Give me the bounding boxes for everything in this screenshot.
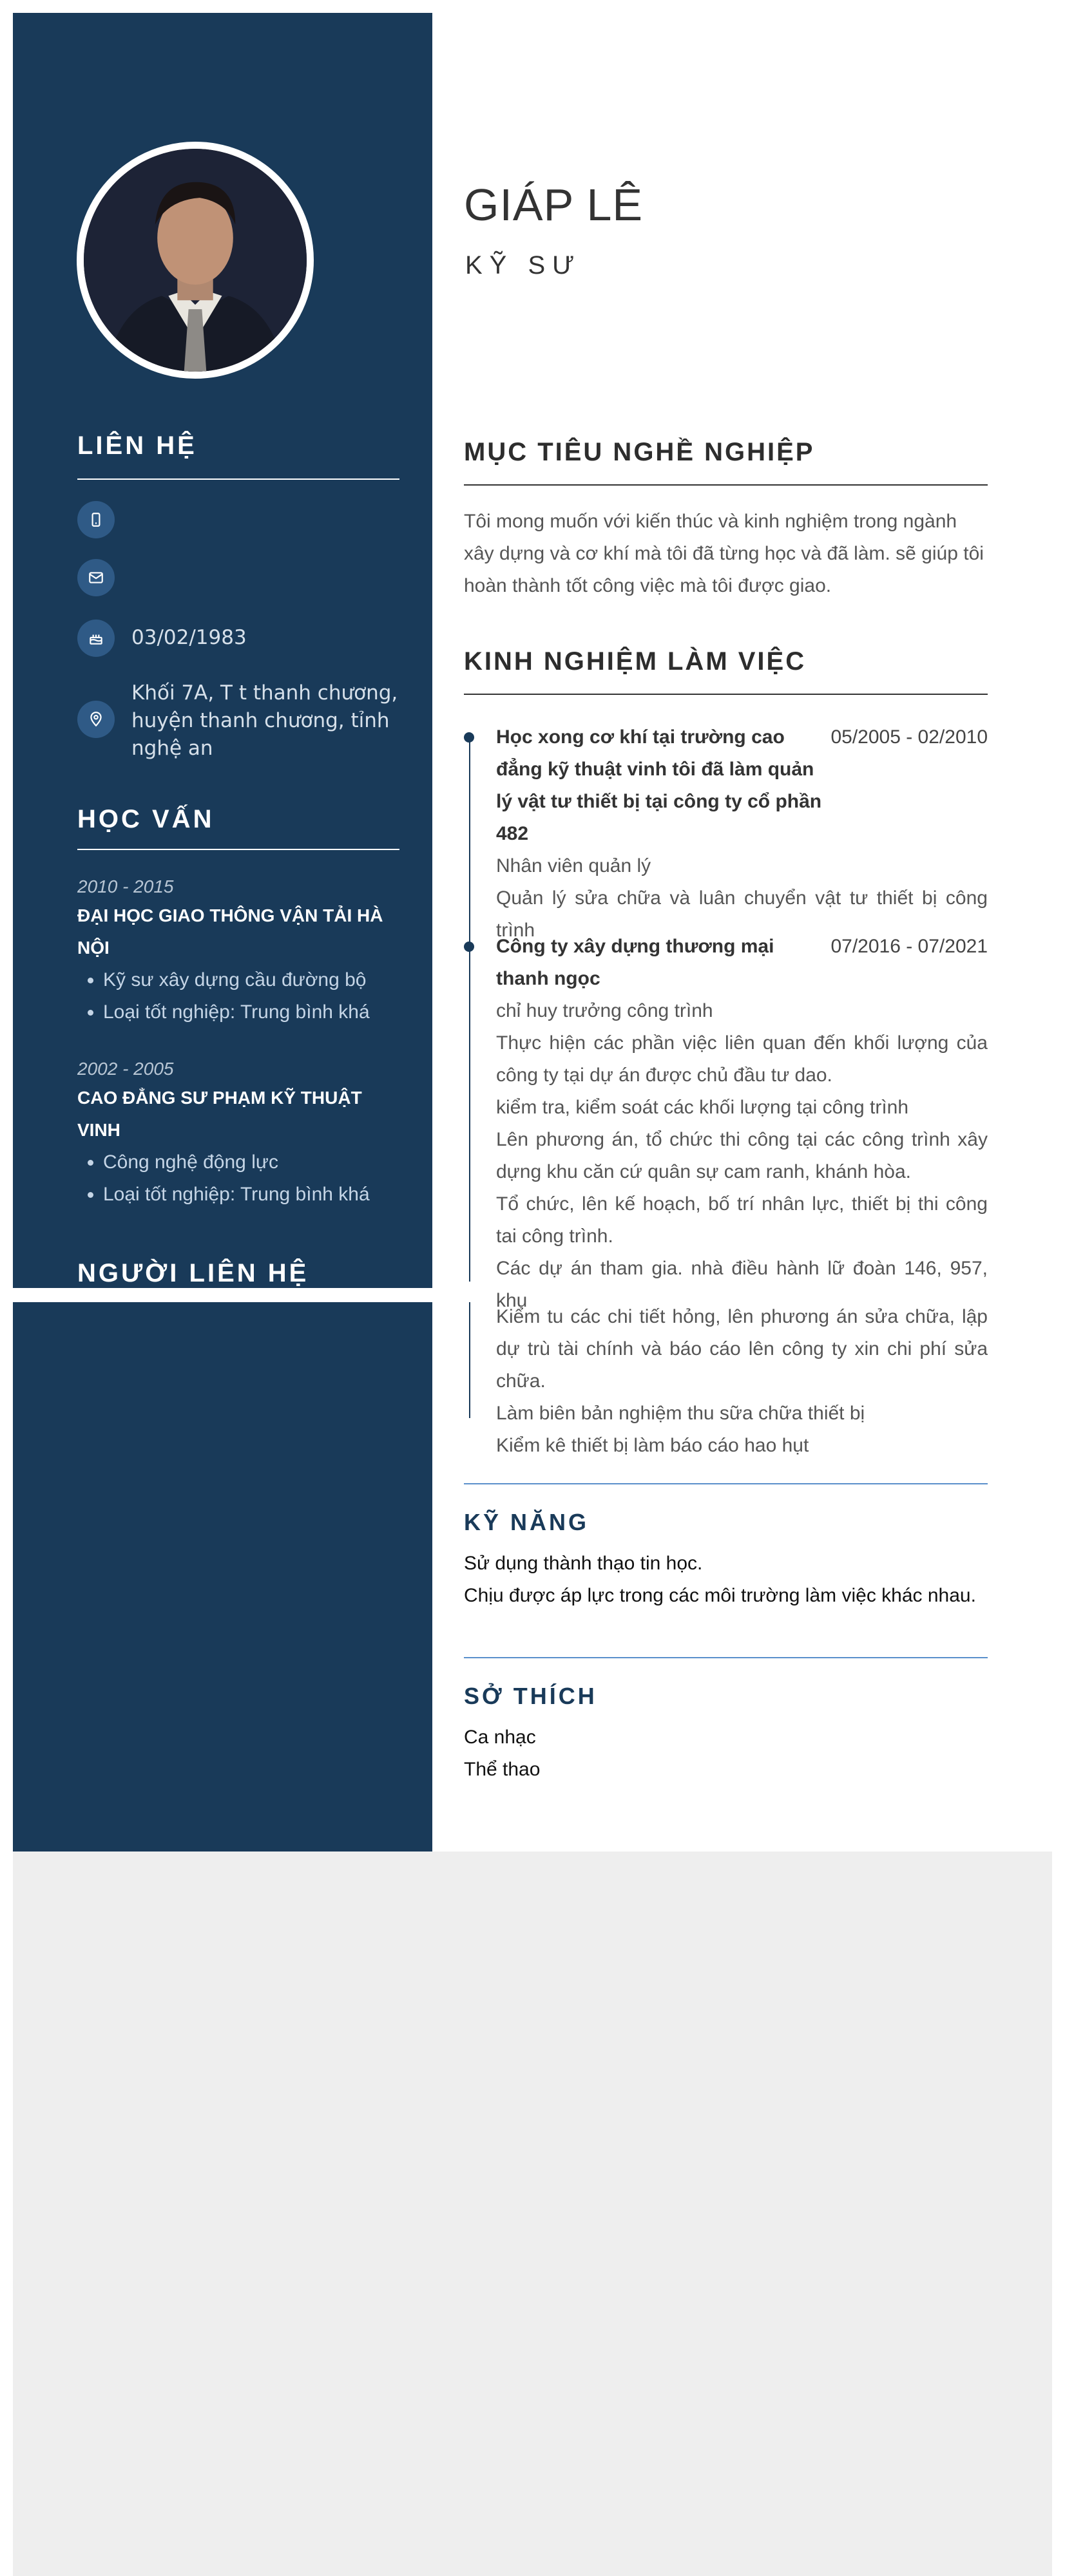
contact-birthday [77,620,408,657]
contact-divider [77,478,399,480]
experience-item-body-continued [496,1301,988,1462]
experience-line: Tổ chức, lên kế hoạch, bố trí nhân lực, thiết bị thi công tai công trình. [496,1193,988,1247]
education-section-title: HỌC VẤN [77,805,215,833]
education-item [77,1056,399,1211]
job-title: KỸ SƯ [465,251,582,279]
experience-company: Công ty xây dựng thương mại thanh ngọc [496,936,774,989]
experience-dates: 07/2016 - 07/2021 [830,936,988,957]
timeline-dot [464,732,474,743]
hobbies-section-title: SỞ THÍCH [464,1683,597,1709]
education-details [77,964,399,1028]
experience-line: kiểm tra, kiểm soát các khối lượng tại công trình [496,1097,909,1118]
experience-item-header [496,931,988,995]
objective-section-title: MỤC TIÊU NGHỀ NGHIỆP [464,438,815,466]
contact-section-title: LIÊN HỆ [77,431,197,460]
contact-address [77,679,408,762]
timeline-dot [464,942,474,952]
education-years: 2010 - 2015 [77,876,174,896]
experience-position: Nhân viên quản lý [496,855,651,876]
experience-divider [464,694,988,695]
experience-line: Lên phương án, tổ chức thi công tại các công trình xây dựng khu căn cứ quân sự cam ranh, khánh hòa. [496,1129,988,1182]
timeline-line [469,737,470,1282]
education-detail: • Loại tốt nghiệp: Trung bình khá [103,996,399,1028]
objective-text: Tôi mong muốn với kiến thúc và kinh nghiệm trong ngành xây dựng và cơ khí mà tôi đã từng học và đã làm. sẽ giúp tôi hoàn thành tốt công việc mà tôi được giao. [464,511,984,596]
education-item [77,874,399,1028]
experience-item-header [496,721,988,850]
education-years: 2002 - 2005 [77,1059,174,1079]
education-detail: • Loại tốt nghiệp: Trung bình khá [103,1179,399,1211]
hobby-item: Thể thao [464,1759,541,1780]
page-background [13,1852,1052,2576]
education-divider [77,849,399,850]
skills-list [464,1548,988,1612]
experience-line: Các dự án tham gia. nhà điều hành lữ đoàn 146, 957, khu [496,1258,988,1311]
education-school: ĐẠI HỌC GIAO THÔNG VẬN TẢI HÀ NỘI [77,905,383,958]
hobby-item: Ca nhạc [464,1727,536,1748]
education-school: CAO ĐẲNG SƯ PHẠM KỸ THUẬT VINH [77,1088,362,1140]
experience-company: Học xong cơ khí tại trường cao đẳng kỹ thuật vinh tôi đã làm quản lý vật tư thiết bị tại công ty cổ phần 482 [496,726,822,844]
candidate-name: GIÁP LÊ [464,180,644,230]
skills-divider [464,1483,988,1484]
hobbies-list [464,1721,988,1786]
skills-section-title: KỸ NĂNG [464,1509,590,1535]
contact-email [77,559,408,596]
location-icon [77,701,115,738]
education-detail: • Công nghệ động lực [103,1146,399,1179]
reference-section-title: NGƯỜI LIÊN HỆ [77,1259,309,1287]
experience-line: Kiểm kê thiết bị làm báo cáo hao hụt [496,1435,809,1456]
experience-dates: 05/2005 - 02/2010 [830,726,988,748]
hobbies-divider [464,1657,988,1658]
experience-position: chỉ huy trưởng công trình [496,1000,713,1021]
education-detail: • Kỹ sư xây dựng cầu đường bộ [103,964,399,996]
phone-icon [77,501,115,538]
experience-line: Quản lý sửa chữa và luân chuyển vật tư thiết bị công trình [496,887,988,941]
cake-icon [77,620,115,657]
address-value: Khối 7A, T t thanh chương, huyện thanh chương, tỉnh nghệ an [131,681,398,760]
experience-line: Làm biên bản nghiệm thu sữa chữa thiết bị [496,1403,865,1424]
timeline-line [469,1302,470,1418]
skill-item: Chịu được áp lực trong các môi trường làm việc khác nhau. [464,1585,976,1606]
contact-phone [77,501,408,538]
birthday-value: 03/02/1983 [131,626,247,649]
experience-line: Kiểm tu các chi tiết hỏng, lên phương án sửa chữa, lập dự trù tài chính và báo cáo lên công ty xin chi phí sửa chữa. [496,1306,988,1392]
objective-divider [464,484,988,486]
education-details [77,1146,399,1211]
mail-icon [77,559,115,596]
experience-line: Thực hiện các phần việc liên quan đến khối lượng của công ty tại dự án được chủ đầu tư dao. [496,1032,988,1086]
experience-section-title: KINH NGHIỆM LÀM VIỆC [464,647,807,676]
experience-item-body [496,995,988,1317]
avatar [77,142,314,379]
sidebar-page-2 [13,1302,432,1852]
skill-item: Sử dụng thành thạo tin học. [464,1553,703,1574]
